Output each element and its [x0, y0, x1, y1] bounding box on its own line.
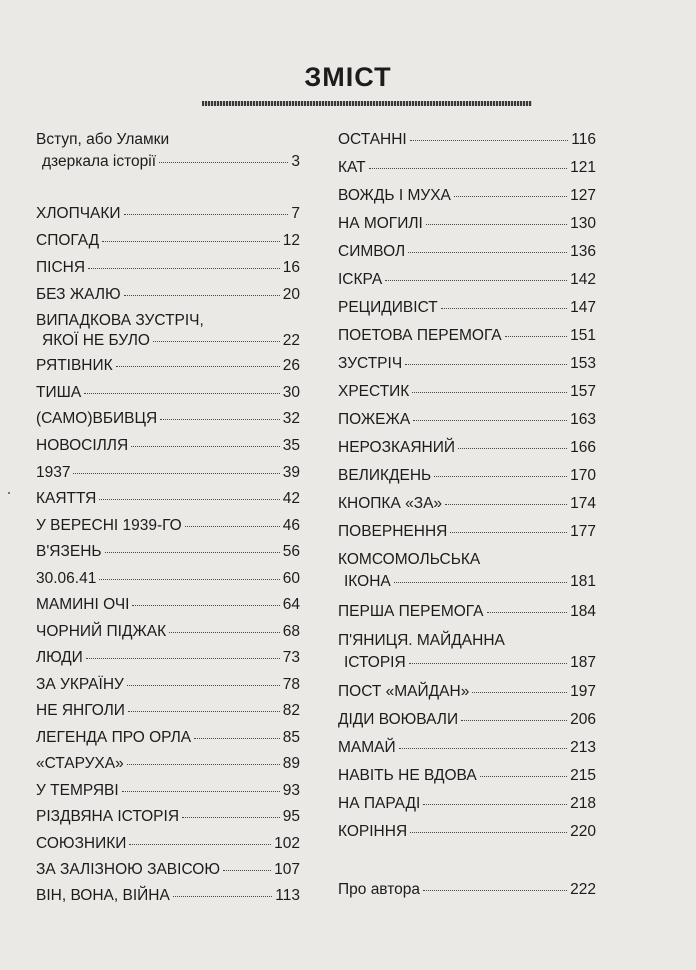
- toc-entry[interactable]: [36, 286, 300, 304]
- toc-entry[interactable]: [338, 187, 596, 205]
- toc-entry-title: КАЯТТЯ: [36, 490, 97, 507]
- toc-entry[interactable]: [36, 232, 300, 250]
- dot-leader: [173, 896, 272, 897]
- toc-entry-page: 147: [570, 299, 596, 316]
- toc-entry-title: ЧОРНИЙ ПІДЖАК: [36, 623, 167, 640]
- toc-entry-page: 64: [282, 596, 300, 613]
- dot-leader: [369, 168, 568, 169]
- toc-entry-page: 142: [570, 271, 596, 288]
- toc-entry-page: 16: [282, 259, 300, 276]
- page-speck: [8, 492, 10, 494]
- toc-entry-title: ПЕРША ПЕРЕМОГА: [338, 603, 484, 620]
- dot-leader: [413, 420, 567, 421]
- toc-entry-title: НА МОГИЛІ: [338, 215, 423, 232]
- toc-entry-title: У ТЕМРЯВІ: [36, 782, 119, 799]
- toc-entry[interactable]: [36, 808, 300, 826]
- toc-entry-title: МАМИНІ ОЧІ: [36, 596, 130, 613]
- toc-entry-page: 26: [282, 357, 300, 374]
- toc-entry[interactable]: [338, 683, 596, 701]
- toc-entry-page: 163: [570, 411, 596, 428]
- toc-entry[interactable]: [36, 623, 300, 641]
- toc-entry-page: 166: [570, 439, 596, 456]
- toc-entry-title: ІКОНА: [344, 573, 391, 590]
- dot-leader: [160, 419, 280, 420]
- toc-entry-title: ХРЕСТИК: [338, 383, 410, 400]
- dot-leader: [84, 393, 280, 394]
- toc-entry[interactable]: [338, 767, 596, 785]
- toc-entry-title: дзеркала історії: [42, 153, 157, 170]
- toc-entry-title: НОВОСІЛЛЯ: [36, 437, 129, 454]
- dot-leader: [441, 308, 567, 309]
- dot-leader: [153, 341, 280, 342]
- dot-leader: [472, 692, 567, 693]
- toc-entry-page: 3: [291, 153, 300, 170]
- dot-leader: [454, 196, 567, 197]
- dot-leader: [480, 776, 567, 777]
- toc-entry-page: 56: [282, 543, 300, 560]
- toc-entry-page: 177: [570, 523, 596, 540]
- toc-entry-page: 78: [282, 676, 300, 693]
- toc-entry-title: ВОЖДЬ І МУХА: [338, 187, 451, 204]
- toc-entry-title: ЯКОЇ НЕ БУЛО: [42, 332, 150, 349]
- toc-entry[interactable]: [36, 332, 300, 350]
- dot-leader: [127, 764, 280, 765]
- dot-leader: [128, 711, 280, 712]
- toc-entry[interactable]: [338, 711, 596, 729]
- toc-entry[interactable]: [338, 383, 596, 401]
- toc-entry-page: 95: [282, 808, 300, 825]
- dot-leader: [408, 252, 567, 253]
- toc-entry[interactable]: [338, 439, 596, 457]
- dot-leader: [116, 366, 280, 367]
- toc-entry[interactable]: [36, 410, 300, 428]
- toc-entry[interactable]: [36, 490, 300, 508]
- toc-entry-title: 1937: [36, 464, 71, 481]
- toc-entry-page: 12: [282, 232, 300, 249]
- toc-entry-page: 107: [274, 861, 300, 878]
- toc-entry-title: РЕЦИДИВІСТ: [338, 299, 438, 316]
- toc-entry[interactable]: [338, 823, 596, 841]
- toc-entry-page: 151: [570, 327, 596, 344]
- dot-leader: [105, 552, 280, 553]
- toc-entry-page: 181: [570, 573, 596, 590]
- toc-entry-page: 222: [570, 881, 596, 898]
- toc-entry-page: 157: [570, 383, 596, 400]
- dot-leader: [124, 295, 280, 296]
- dot-leader: [458, 448, 567, 449]
- toc-entry[interactable]: [36, 702, 300, 720]
- title-divider: [202, 101, 532, 106]
- toc-entry[interactable]: [338, 523, 596, 541]
- toc-entry-page: 218: [570, 795, 596, 812]
- toc-entry-page: 60: [282, 570, 300, 587]
- toc-entry-title: ЗА УКРАЇНУ: [36, 676, 124, 693]
- dot-leader: [461, 720, 567, 721]
- dot-leader: [86, 658, 280, 659]
- dot-leader: [194, 738, 280, 739]
- toc-entry-page: 39: [282, 464, 300, 481]
- dot-leader: [505, 336, 567, 337]
- toc-entry-title: ПОВЕРНЕННЯ: [338, 523, 448, 540]
- toc-entry-title: СПОГАД: [36, 232, 100, 249]
- toc-entry-title: НЕРОЗКАЯНИЙ: [338, 439, 455, 456]
- dot-leader: [73, 473, 279, 474]
- toc-entry-title: НЕ ЯНГОЛИ: [36, 702, 125, 719]
- toc-entry-page: 32: [282, 410, 300, 427]
- toc-entry-title: РЯТІВНИК: [36, 357, 113, 374]
- toc-entry-page: 213: [570, 739, 596, 756]
- toc-entry[interactable]: [36, 729, 300, 747]
- toc-entry-page: 85: [282, 729, 300, 746]
- toc-entry[interactable]: [338, 327, 596, 345]
- toc-entry[interactable]: [338, 299, 596, 317]
- toc-entry[interactable]: [338, 355, 596, 373]
- toc-entry-page: 30: [282, 384, 300, 401]
- toc-entry-about-author[interactable]: [338, 881, 596, 899]
- toc-entry-page: 136: [570, 243, 596, 260]
- dot-leader: [423, 890, 567, 891]
- toc-entry[interactable]: [338, 159, 596, 177]
- toc-entry-page: 20: [282, 286, 300, 303]
- toc-entry-page: 187: [570, 654, 596, 671]
- dot-leader: [394, 582, 567, 583]
- toc-entry[interactable]: [338, 411, 596, 429]
- dot-leader: [410, 832, 567, 833]
- toc-entry-title: ТИША: [36, 384, 82, 401]
- dot-leader: [385, 280, 567, 281]
- dot-leader: [434, 476, 567, 477]
- toc-entry[interactable]: [36, 861, 300, 879]
- toc-entry[interactable]: [36, 835, 300, 853]
- toc-entry-title: КНОПКА «ЗА»: [338, 495, 443, 512]
- toc-entry-title: Про автора: [338, 881, 420, 898]
- toc-entry-first-line: КОМСОМОЛЬСЬКА: [338, 551, 481, 568]
- toc-entry[interactable]: [338, 603, 596, 621]
- dot-leader: [124, 214, 289, 215]
- toc-entry-title: 30.06.41: [36, 570, 97, 587]
- toc-entry-page: 197: [570, 683, 596, 700]
- dot-leader: [129, 844, 271, 845]
- toc-entry-title: ЛЕГЕНДА ПРО ОРЛА: [36, 729, 192, 746]
- toc-entry-page: 42: [282, 490, 300, 507]
- dot-leader: [409, 663, 567, 664]
- toc-entry-title: ДІДИ ВОЮВАЛИ: [338, 711, 459, 728]
- page-title: ЗМІСТ: [304, 62, 392, 92]
- toc-entry-title: ПІСНЯ: [36, 259, 86, 276]
- dot-leader: [450, 532, 567, 533]
- toc-entry-page: 184: [570, 603, 596, 620]
- toc-entry[interactable]: [338, 131, 596, 149]
- toc-entry-page: 22: [282, 332, 300, 349]
- toc-entry-page: 174: [570, 495, 596, 512]
- toc-entry[interactable]: [36, 384, 300, 402]
- dot-leader: [169, 632, 280, 633]
- dot-leader: [185, 526, 280, 527]
- toc-entry-page: 121: [570, 159, 596, 176]
- dot-leader: [102, 241, 280, 242]
- toc-entry-title: ПОСТ «МАЙДАН»: [338, 683, 470, 700]
- toc-entry-title: ОСТАННІ: [338, 131, 407, 148]
- dot-leader: [405, 364, 567, 365]
- toc-entry-page: 206: [570, 711, 596, 728]
- toc-entry-page: 68: [282, 623, 300, 640]
- toc-entry-title: ІСТОРІЯ: [344, 654, 406, 671]
- toc-entry-page: 89: [282, 755, 300, 772]
- dot-leader: [412, 392, 567, 393]
- toc-entry-page: 73: [282, 649, 300, 666]
- toc-entry[interactable]: [36, 649, 300, 667]
- toc-entry[interactable]: [338, 739, 596, 757]
- toc-entry-title: ЗУСТРІЧ: [338, 355, 403, 372]
- toc-entry-title: ЛЮДИ: [36, 649, 83, 666]
- toc-entry[interactable]: [36, 543, 300, 561]
- toc-entry[interactable]: [36, 570, 300, 588]
- toc-entry-title: ВІН, ВОНА, ВІЙНА: [36, 887, 170, 904]
- toc-entry-page: 102: [274, 835, 300, 852]
- toc-entry[interactable]: [36, 782, 300, 800]
- toc-entry-page: 116: [571, 131, 596, 148]
- dot-leader: [131, 446, 280, 447]
- toc-entry-page: 35: [282, 437, 300, 454]
- dot-leader: [132, 605, 279, 606]
- toc-entry-page: 215: [570, 767, 596, 784]
- toc-entry-page: 153: [570, 355, 596, 372]
- dot-leader: [99, 499, 279, 500]
- toc-entry[interactable]: [36, 437, 300, 455]
- toc-entry[interactable]: [36, 887, 300, 905]
- toc-entry-title: ВЕЛИКДЕНЬ: [338, 467, 432, 484]
- toc-entry[interactable]: [338, 795, 596, 813]
- toc-entry-title: У ВЕРЕСНІ 1939-ГО: [36, 517, 182, 534]
- dot-leader: [445, 504, 567, 505]
- toc-entry-page: 130: [570, 215, 596, 232]
- toc-entry-title: ЗА ЗАЛІЗНОЮ ЗАВІСОЮ: [36, 861, 221, 878]
- toc-entry-title: ПОЖЕЖА: [338, 411, 411, 428]
- toc-entry[interactable]: [338, 654, 596, 672]
- toc-entry-page: 127: [570, 187, 596, 204]
- dot-leader: [223, 870, 271, 871]
- toc-entry-title: НА ПАРАДІ: [338, 795, 421, 812]
- toc-entry-page: 93: [282, 782, 300, 799]
- toc-entry-first-line: П'ЯНИЦЯ. МАЙДАННА: [338, 632, 505, 649]
- dot-leader: [88, 268, 280, 269]
- toc-entry[interactable]: [338, 271, 596, 289]
- dot-leader: [426, 224, 567, 225]
- toc-entry[interactable]: [36, 755, 300, 773]
- toc-entry-page: 170: [570, 467, 596, 484]
- toc-entry-title: МАМАЙ: [338, 739, 396, 756]
- dot-leader: [127, 685, 280, 686]
- toc-entry[interactable]: [36, 205, 300, 223]
- toc-entry-title: РІЗДВЯНА ІСТОРІЯ: [36, 808, 180, 825]
- toc-entry-title: СИМВОЛ: [338, 243, 406, 260]
- dot-leader: [159, 162, 288, 163]
- toc-entry[interactable]: [36, 259, 300, 277]
- toc-entry[interactable]: [338, 467, 596, 485]
- toc-entry-page: 113: [275, 887, 300, 904]
- toc-entry-title: НАВІТЬ НЕ ВДОВА: [338, 767, 477, 784]
- dot-leader: [399, 748, 567, 749]
- toc-entry[interactable]: [36, 676, 300, 694]
- dot-leader: [182, 817, 280, 818]
- toc-entry[interactable]: [36, 517, 300, 535]
- toc-entry-title: ПОЕТОВА ПЕРЕМОГА: [338, 327, 502, 344]
- dot-leader: [423, 804, 567, 805]
- toc-entry-title: КАТ: [338, 159, 366, 176]
- toc-entry-page: 7: [291, 205, 300, 222]
- toc-entry[interactable]: [338, 495, 596, 513]
- toc-entry[interactable]: [338, 573, 596, 591]
- dot-leader: [487, 612, 568, 613]
- toc-intro-line: Вступ, або Уламки: [36, 131, 170, 148]
- toc-entry-page: 82: [282, 702, 300, 719]
- toc-entry[interactable]: [338, 243, 596, 261]
- dot-leader: [99, 579, 279, 580]
- toc-entry-title: В'ЯЗЕНЬ: [36, 543, 102, 560]
- toc-entry-title: БЕЗ ЖАЛЮ: [36, 286, 121, 303]
- dot-leader: [410, 140, 569, 141]
- toc-entry-title: СОЮЗНИКИ: [36, 835, 127, 852]
- toc-entry-title: КОРІННЯ: [338, 823, 408, 840]
- toc-entry[interactable]: [36, 357, 300, 375]
- toc-entry-page: 220: [570, 823, 596, 840]
- toc-entry[interactable]: [36, 464, 300, 482]
- toc-entry-title: «СТАРУХА»: [36, 755, 124, 772]
- toc-entry[interactable]: [36, 596, 300, 614]
- toc-entry[interactable]: [338, 215, 596, 233]
- toc-entry-title: (САМО)ВБИВЦЯ: [36, 410, 158, 427]
- toc-entry-title: ХЛОПЧАКИ: [36, 205, 121, 222]
- toc-entry-page: 46: [282, 517, 300, 534]
- toc-entry-title: ІСКРА: [338, 271, 383, 288]
- toc-entry-first-line: ВИПАДКОВА ЗУСТРІЧ,: [36, 312, 204, 329]
- dot-leader: [122, 791, 280, 792]
- toc-entry-intro[interactable]: [36, 153, 300, 171]
